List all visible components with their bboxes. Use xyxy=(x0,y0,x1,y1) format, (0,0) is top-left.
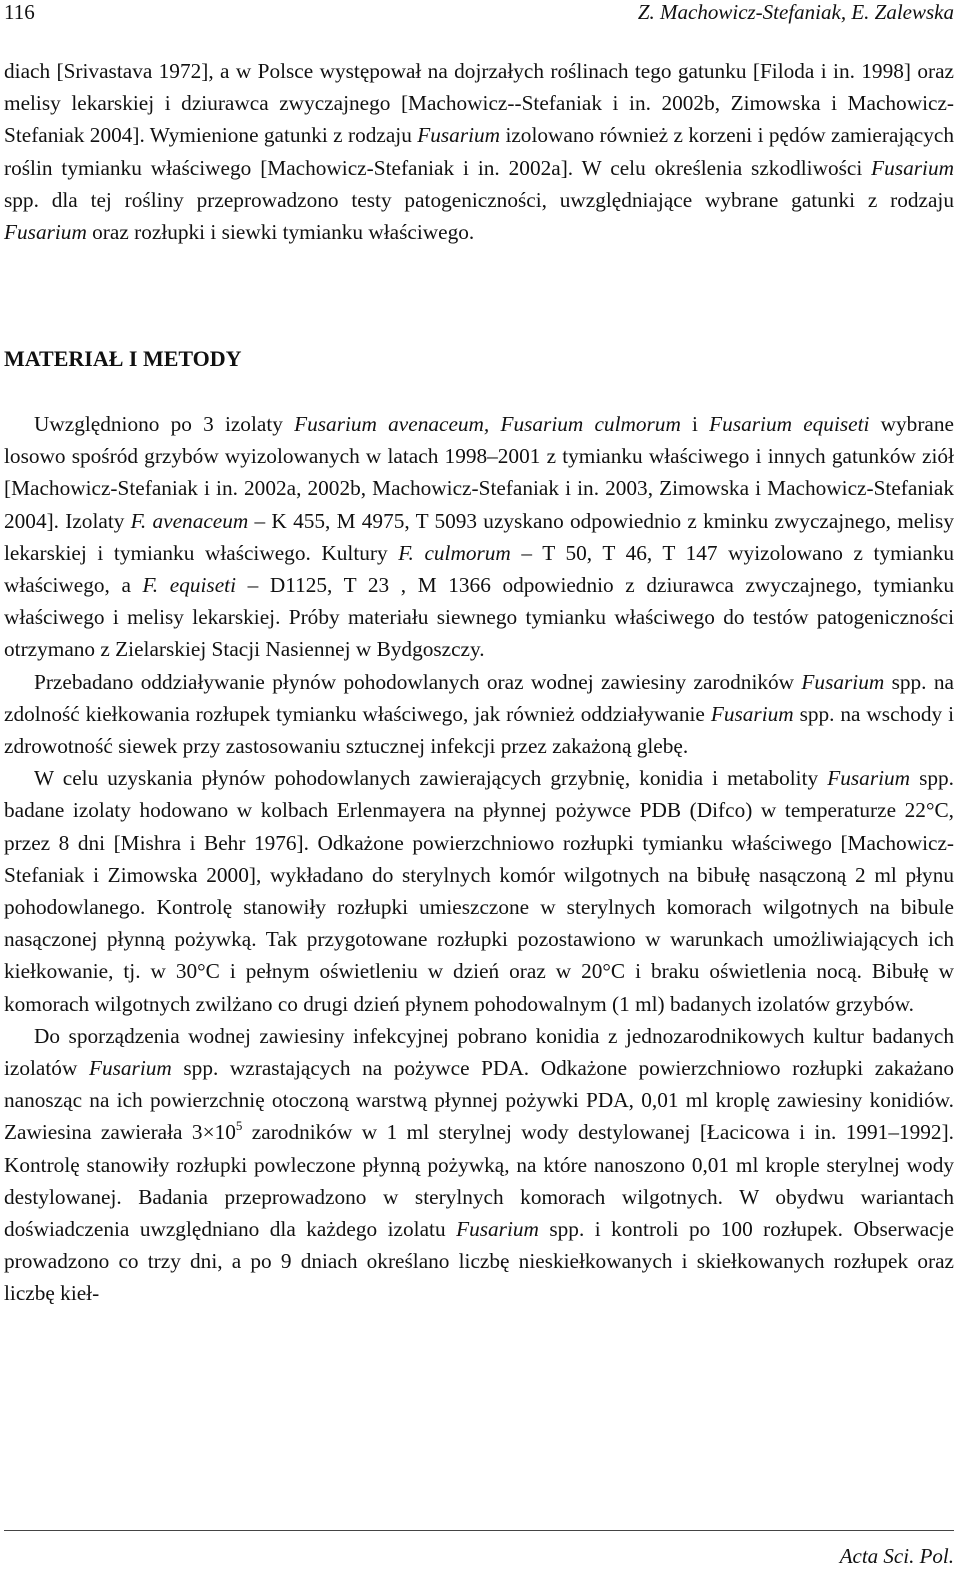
italic-term: Fusarium xyxy=(710,701,794,726)
body-paragraph-2: Przebadano oddziaływanie płynów pohodowlanych oraz wodnej zawiesiny zarodników Fusarium spp. na zdolność kiełkowania rozłupek tymianku właściwego, jak również oddziaływanie Fusarium spp. na wschody i zdrowotność siewek przy zastosowaniu sztucznej infekcji przez zakażoną glebę. xyxy=(4,669,954,759)
running-header-authors: Z. Machowicz-Stefaniak, E. Zalewska xyxy=(637,0,954,24)
italic-term: Fusarium avenaceum, Fusarium culmorum xyxy=(294,412,681,436)
italic-term: Fusarium xyxy=(88,1056,172,1081)
body-paragraph-4: Do sporządzenia wodnej zawiesiny infekcyjnej pobrano konidia z jednozarodnikowych kultur badanych izolatów Fusarium spp. wzrastających na pożywce PDA. Odkażone powierzchniowo rozłupki zakażano nanosząc na ich powierzchnię otoczoną warstwą płynnej pożywki PDA, 0,01 ml kroplę zawiesiny konidiów. Zawiesina zawierała $3\times 10^5$ zarodników w 1 ml sterylnej wody destylowanej [Łacicowa i in. 1991–1992]. Kontrolę stanowiły rozłupki powleczone płynną pożywką, na które nanoszono 0,01 ml krople sterylnej wody destylowanej. Badania przeprowadzono w sterylnych komorach wilgotnych. W obydwu wariantach doświadczenia uwzględniano dla każdego izolatu Fusarium spp. i kontroli po 100 rozłupek. Obserwacje prowadzono co trzy dni, a po 9 dniach określano liczbę nieskiełkowanych i skiełkowanych rozłupek oraz liczbę kieł- xyxy=(4,1023,954,1306)
intro-paragraph-block xyxy=(4,55,954,248)
running-header xyxy=(4,0,954,30)
italic-term: Fusarium xyxy=(871,155,954,180)
italic-term: Fusarium xyxy=(4,220,87,245)
section-heading: MATERIAŁ I METODY xyxy=(4,346,242,371)
methods-body xyxy=(4,408,954,1310)
body-paragraph-3: W celu uzyskania płynów pohodowlanych zawierających grzybnię, konidia i metabolity Fusarium spp. badane izolaty hodowano w kolbach Erlenmayera na płynnej pożywce PDB (Difco) w temperaturze 22°C, przez 8 dni [Mishra i Behr 1976]. Odkażone powierzchniowo rozłupki tymianku właściwego [Machowicz-Stefaniak i Zimowska 2000], wykładano do sterylnych komór wilgotnych na bibułę nasączoną 2 ml płynu pohodowlanego. Kontrolę stanowiły rozłupki umieszczone w sterylnych komorach wilgotnych na bibule nasączonej płynną pożywką. Tak przygotowane rozłupki pozostawiono w warunkach umożliwiających ich kiełkowanie, tj. w 30°C i pełnym oświetleniu w dzień oraz w 20°C i braku oświetlenia nocą. Bibułę w komorach wilgotnych zwilżano co drugi dzień płynem pohodowalnym (1 ml) badanych izolatów grzybów. xyxy=(4,766,955,1016)
italic-term: Fusarium xyxy=(827,766,911,791)
page-number: 116 xyxy=(4,0,35,24)
italic-term: Fusarium xyxy=(417,123,501,148)
italic-term: F. equiseti xyxy=(142,573,236,598)
italic-term: Fusarium xyxy=(456,1217,539,1242)
journal-footer: Acta Sci. Pol. xyxy=(839,1544,954,1568)
intro-paragraph: diach [Srivastava 1972], a w Polsce występował na dojrzałych roślinach tego gatunku [Filoda i in. 1998] oraz melisy lekarskiej i dziurawca zwyczajnego [Machowicz--Stefaniak i in. 2002b, Zimowska i Machowicz-Stefaniak 2004]. Wymienione gatunki z rodzaju Fusarium izolowano również z korzeni i pędów zamierających roślin tymianku właściwego [Machowicz-Stefaniak i in. 2002a]. W celu określenia szkodliwości Fusarium spp. dla tej rośliny przeprowadzono testy patogeniczności, uwzględniające wybrane gatunki z rodzaju Fusarium oraz rozłupki i siewki tymianku właściwego. xyxy=(4,59,954,245)
italic-term: F. culmorum xyxy=(398,540,511,565)
italic-term: Fusarium xyxy=(801,669,885,694)
italic-term: F. avenaceum xyxy=(130,508,249,533)
body-paragraph-1: Uwzględniono po 3 izolaty Fusarium avenaceum, Fusarium culmorum i Fusarium equiseti wybrane losowo spośród grzybów wyizolowanych w latach 1998–2001 z tymianku właściwego i innych gatunków ziół [Machowicz-Stefaniak i in. 2002a, 2002b, Machowicz-Stefaniak i in. 2003, Zimowska i Machowicz-Stefaniak 2004]. Izolaty F. avenaceum – K 455, M 4975, T 5093 uzyskano odpowiednio z kminku zwyczajnego, melisy lekarskiej i tymianku właściwego. Kultury F. culmorum – T 50, T 46, T 147 wyizolowano z tymianku właściwego, a F. equiseti – D1125, T 23 , M 1366 odpowiednio z dziurawca zwyczajnego, tymianku właściwego i melisy lekarskiej. Próby materiału siewnego tymianku właściwego do testów patogeniczności otrzymano z Zielarskiej Stacji Nasiennej w Bydgoszczy. xyxy=(4,412,955,662)
italic-term: Fusarium equiseti xyxy=(709,412,870,436)
footer-rule xyxy=(4,1530,954,1531)
superscript: 5 xyxy=(235,1118,243,1134)
